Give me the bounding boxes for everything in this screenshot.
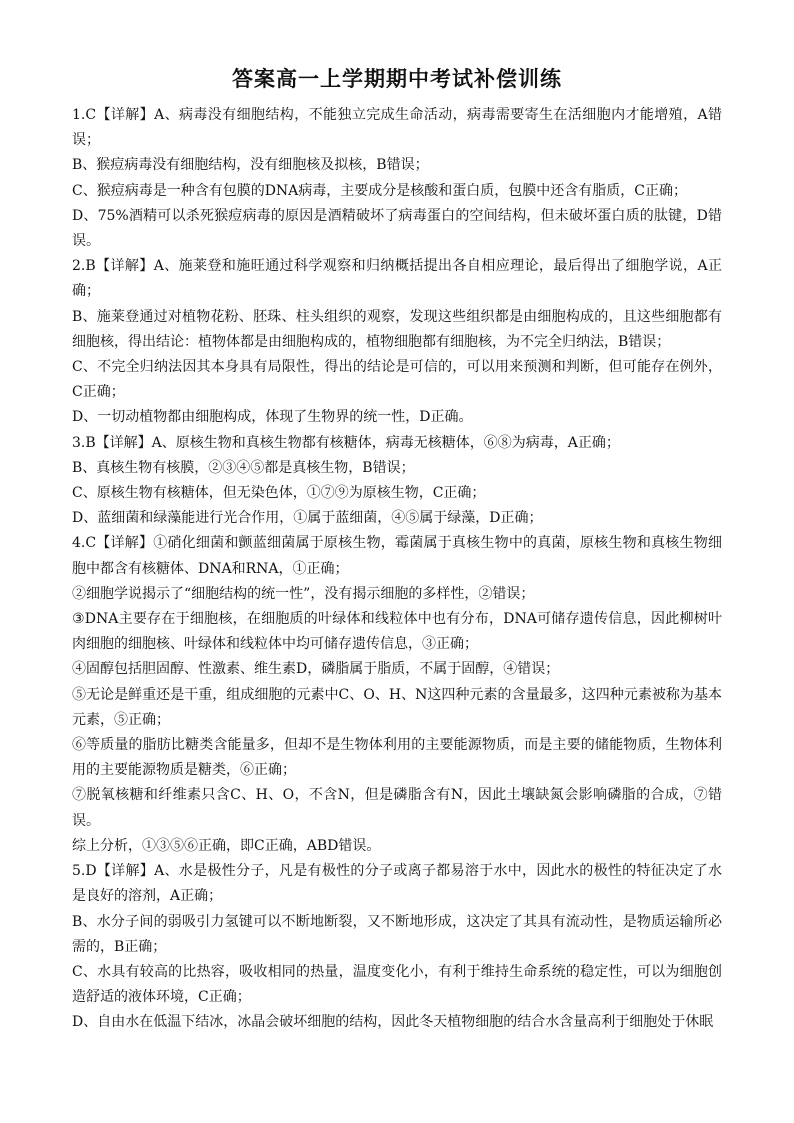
- paragraph: C、猴痘病毒是一种含有包膜的DNA病毒，主要成分是核酸和蛋白质，包膜中还含有脂质，C正确；: [72, 182, 688, 199]
- page-title: 答案高一上学期期中考试补偿训练: [232, 67, 562, 91]
- paragraph: B、猴痘病毒没有细胞结构，没有细胞核及拟核，B错误；: [72, 157, 429, 174]
- paragraph: ⑥等质量的脂肪比糖类含能量多，但却不是生物体利用的主要能源物质，而是主要的储能物质，生物体利用的主要能源物质是糖类，⑥正确；: [72, 737, 722, 779]
- paragraph: C、不完全归纳法因其本身具有局限性，得出的结论是可信的，可以用来预测和判断，但可能存在例外，C正确；: [72, 359, 722, 401]
- paragraph: D、75%酒精可以杀死猴痘病毒的原因是酒精破坏了病毒蛋白的空间结构，但未破坏蛋白质的肽键，D错误。: [72, 207, 722, 250]
- paragraph: ④固醇包括胆固醇、性激素、维生素D，磷脂属于脂质，不属于固醇，④错误；: [72, 661, 560, 678]
- paragraph: C、水具有较高的比热容，吸收相同的热量，温度变化小，有利于维持生命系统的稳定性，可以为细胞创造舒适的液体环境，C正确；: [72, 963, 722, 1006]
- paragraph: D、自由水在低温下结冰，冰晶会破坏细胞的结构，因此冬天植物细胞的结合水含量高利于细胞处于休眠: [72, 1014, 714, 1031]
- paragraph: B、真核生物有核膜，②③④⑤都是真核生物，B错误；: [72, 459, 415, 476]
- paragraph: 2.B【详解】A、施莱登和施旺通过科学观察和归纳概括提出各自相应理论，最后得出了细胞学说，A正确；: [72, 258, 722, 300]
- document-body: [72, 103, 722, 1036]
- paragraph: D、蓝细菌和绿藻能进行光合作用，①属于蓝细菌，④⑤属于绿藻，D正确；: [72, 510, 543, 527]
- paragraph: 5.D【详解】A、水是极性分子，凡是有极性的分子或离子都易溶于水中，因此水的极性的特征决定了水是良好的溶剂，A正确；: [72, 863, 722, 905]
- paragraph: ③DNA主要存在于细胞核，在细胞质的叶绿体和线粒体中也有分布，DNA可储存遗传信息，因此柳树叶肉细胞的细胞核、叶绿体和线粒体中均可储存遗传信息，③正确；: [72, 611, 722, 653]
- paragraph: B、水分子间的弱吸引力氢键可以不断地断裂，又不断地形成，这决定了其具有流动性，是物质运输所必需的，B正确；: [72, 913, 722, 955]
- paragraph: 3.B【详解】A、原核生物和真核生物都有核糖体，病毒无核糖体，⑥⑧为病毒，A正确；: [72, 434, 620, 451]
- paragraph: 综上分析，①③⑤⑥正确，即C正确，ABD错误。: [72, 837, 381, 854]
- paragraph: ⑦脱氧核糖和纤维素只含C、H、O，不含N，但是磷脂含有N，因此土壤缺氮会影响磷脂的合成，⑦错误。: [72, 787, 722, 829]
- paragraph: B、施莱登通过对植物花粉、胚珠、柱头组织的观察，发现这些组织都是由细胞构成的，且这些细胞都有细胞核，得出结论：植物体都是由细胞构成的，植物细胞都有细胞核，为不完全归纳法，B错误；: [72, 308, 722, 350]
- paragraph: ②细胞学说揭示了“细胞结构的统一性”，没有揭示细胞的多样性，②错误；: [72, 585, 535, 602]
- paragraph: C、原核生物有核糖体，但无染色体，①⑦⑨为原核生物，C正确；: [72, 485, 486, 502]
- paragraph: 4.C【详解】①硝化细菌和颤蓝细菌属于原核生物，霉菌属于真核生物中的真菌，原核生物和真核生物细胞中都含有核糖体、DNA和RNA，①正确；: [72, 535, 722, 577]
- paragraph: 1.C【详解】A、病毒没有细胞结构，不能独立完成生命活动，病毒需要寄生在活细胞内才能增殖，A错误；: [72, 107, 722, 149]
- paragraph: ⑤无论是鲜重还是干重，组成细胞的元素中C、O、H、N这四种元素的含量最多，这四种元素被称为基本元素，⑤正确；: [72, 686, 722, 728]
- paragraph: D、一切动植物都由细胞构成，体现了生物界的统一性，D正确。: [72, 409, 473, 426]
